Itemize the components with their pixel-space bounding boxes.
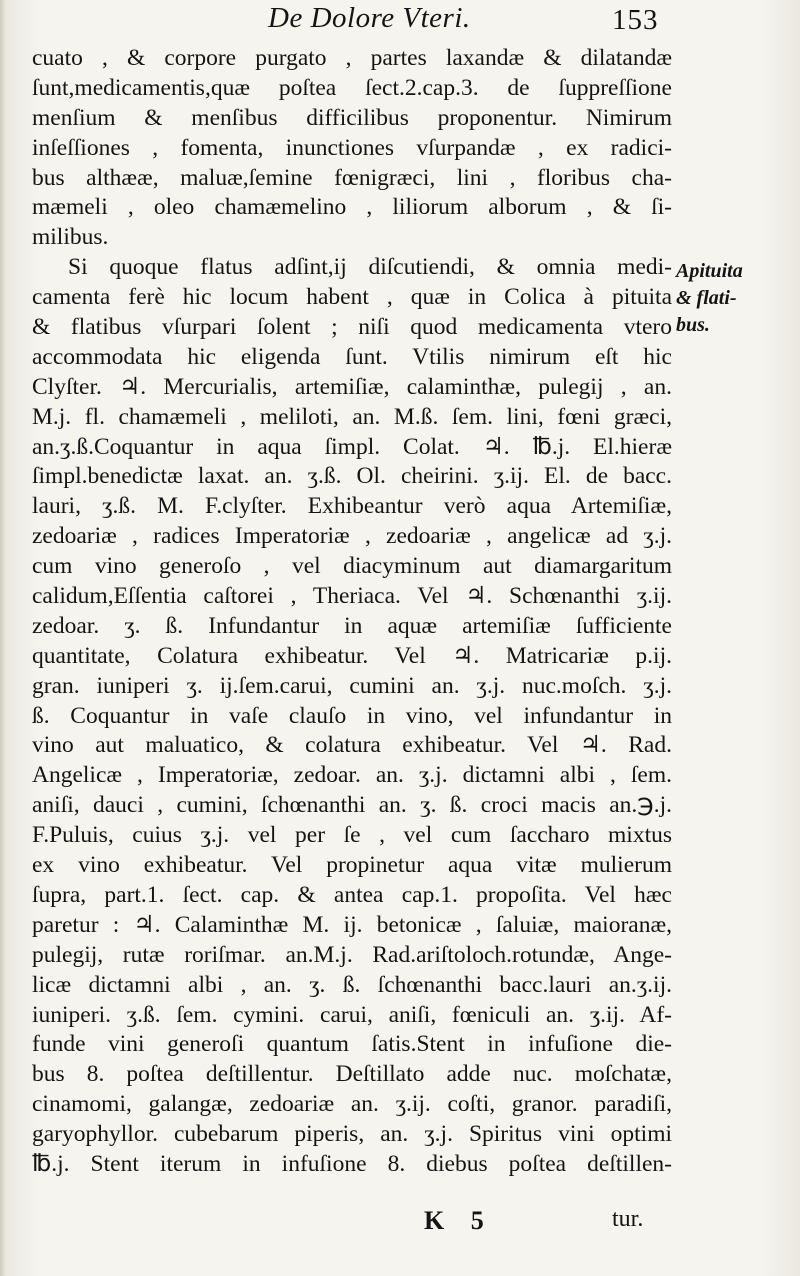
text-line: pulegij, rutæ roriſmar. an.M.j. Rad.ariſtoloch.rotundæ, Ange-: [32, 941, 672, 968]
text-line: ß. Coquantur in vaſe clauſo in vino, vel infundantur in: [32, 702, 672, 729]
text-line: calidum,Eſſentia caſtorei , Theriaca. Vel ♃. Schœnanthi ʒ.ij.: [32, 583, 672, 610]
text-line: ℔.j. Stent iterum in infuſione 8. diebus poſtea deſtillen-: [32, 1150, 672, 1177]
text-line: funde vini generoſi quantum ſatis.Stent in infuſione die-: [32, 1031, 672, 1058]
text-line: zedoariæ , radices Imperatoriæ , zedoariæ , angelicæ ad ʒ.j.: [32, 523, 672, 550]
text-line: zedoar. ʒ. ß. Infundantur in aquæ artemiſiæ ſufficiente: [32, 612, 672, 639]
text-line: M.j. fl. chamæmeli , meliloti, an. M.ß. ſem. lini, fœni græci,: [32, 403, 672, 430]
text-line: milibus.: [32, 224, 109, 251]
text-line: mæmeli , oleo chamæmelino , liliorum alborum , & ſi-: [32, 194, 672, 221]
text-line: cum vino generoſo , vel diacyminum aut diamargaritum: [32, 553, 672, 580]
signature-mark: K 5: [424, 1206, 494, 1235]
text-line: inſeſſiones , fomenta, inunctiones vſurpandæ , ex radici-: [32, 134, 672, 161]
text-line: paretur : ♃. Calaminthæ M. ij. betonicæ , ſaluiæ, maioranæ,: [32, 911, 672, 938]
page-number: 153: [612, 4, 659, 36]
text-line: F.Puluis, cuius ʒ.j. vel per ſe , vel cum ſaccharo mixtus: [32, 822, 672, 849]
text-line: vino aut maluatico, & colatura exhibeatur. Vel ♃. Rad.: [32, 732, 672, 759]
text-line: ex vino exhibeatur. Vel propinetur aqua vitæ mulierum: [32, 852, 672, 879]
text-line: iuniperi. ʒ.ß. ſem. cymini. carui, aniſi, fœniculi an. ʒ.ij. Af-: [32, 1001, 672, 1028]
text-line: ſimpl.benedictæ laxat. an. ʒ.ß. Ol. cheirini. ʒ.ij. El. de bacc.: [32, 463, 672, 490]
body-text: [32, 44, 672, 1180]
margin-note-line: & flati-: [676, 287, 737, 309]
text-line: lauri, ʒ.ß. M. F.clyſter. Exhibeantur verò aqua Artemiſiæ,: [32, 493, 672, 520]
text-line: cuato , & corpore purgato , partes laxandæ & dilatandæ: [32, 45, 672, 71]
text-line: Angelicæ , Imperatoriæ, zedoar. an. ʒ.j. dictamni albi , ſem.: [32, 762, 672, 789]
text-line: garyophyllor. cubebarum piperis, an. ʒ.j. Spiritus vini optimi: [32, 1121, 672, 1148]
margin-note-line: bus.: [676, 314, 710, 336]
running-head: De Dolore Vteri.: [268, 2, 471, 34]
text-line: cinamomi, galangæ, zedoariæ an. ʒ.ij. coſti, granor. paradiſi,: [32, 1091, 672, 1118]
margin-note-line: Apituita: [676, 260, 743, 282]
text-line: menſium & menſibus difficilibus proponentur. Nimirum: [32, 104, 672, 131]
page-header: [0, 2, 800, 42]
text-line: an.ʒ.ß.Coquantur in aqua ſimpl. Colat. ♃. ℔.j. El.hieræ: [32, 433, 672, 460]
page-footer: [0, 1206, 800, 1246]
text-line: Clyſter. ♃. Mercurialis, artemiſiæ, calaminthæ, pulegij , an.: [32, 373, 672, 400]
text-line: quantitate, Colatura exhibeatur. Vel ♃. Matricariæ p.ij.: [32, 642, 672, 669]
text-line: bus althææ, maluæ,ſemine fœnigræci, lini , floribus cha-: [32, 164, 672, 191]
text-line: aniſi, dauci , cumini, ſchœnanthi an. ʒ. ß. croci macis an.℈.j.: [32, 792, 672, 819]
scan-edge-shadow: [0, 0, 6, 1276]
margin-note: [676, 258, 794, 339]
text-line: licæ dictamni albi , an. ʒ. ß. ſchœnanthi bacc.lauri an.ʒ.ij.: [32, 971, 672, 998]
text-line: ſupra, part.1. ſect. cap. & antea cap.1. propoſita. Vel hæc: [32, 881, 672, 908]
text-line: & flatibus vſurpari ſolent ; niſi quod medicamenta vtero: [32, 314, 672, 341]
text-line: gran. iuniperi ʒ. ij.ſem.carui, cumini an. ʒ.j. nuc.moſch. ʒ.j.: [32, 672, 672, 699]
text-line: Si quoque flatus adſint,ij diſcutiendi, & omnia medi-: [68, 254, 672, 281]
text-line: bus 8. poſtea deſtillentur. Deſtillato adde nuc. moſchatæ,: [32, 1061, 672, 1088]
text-line: accommodata hic eligenda ſunt. Vtilis nimirum eſt hic: [32, 343, 672, 370]
catchword: tur.: [612, 1206, 644, 1232]
text-line: ſunt,medicamentis,quæ poſtea ſect.2.cap.3. de ſuppreſſione: [32, 74, 672, 101]
text-line: camenta ferè hic locum habent , quæ in Colica à pituita: [32, 284, 672, 311]
